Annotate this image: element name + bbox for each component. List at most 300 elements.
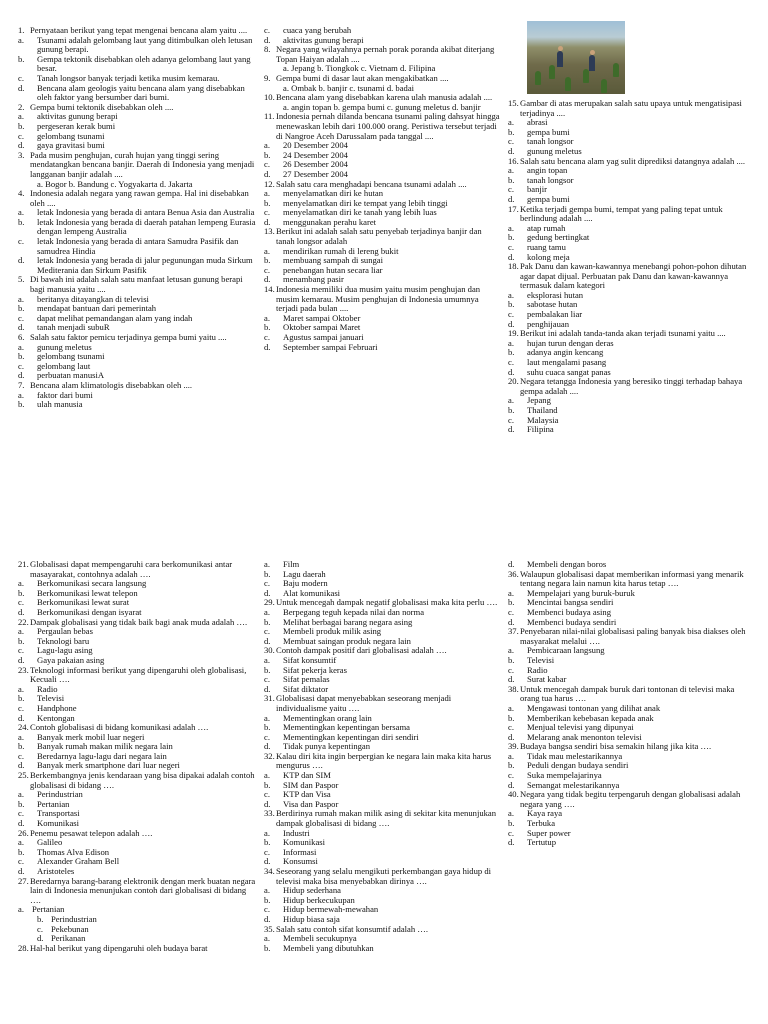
option-text: Beredarnya lagu-lagu dari negara lain <box>37 750 167 761</box>
inline-options: a. Ombak b. banjir c. tsunami d. badai <box>283 82 415 93</box>
question-number: 17. <box>508 203 519 214</box>
option-text: gaya gravitasi bumi <box>37 140 105 151</box>
question-text: Salah satu faktor pemicu terjadinya gempa bumi yaitu .... <box>30 332 227 342</box>
question-number: 23. <box>18 664 29 675</box>
s2-col2 <box>264 560 502 953</box>
option-text: Televisi <box>527 654 555 665</box>
question-text: Contoh dampak positif dari globalisasi adalah …. <box>276 645 447 656</box>
option-text: Bencana alam geologis yaitu bencana alam yang disebabkan oleh faktor yang bersumber dari bumi. <box>37 82 245 103</box>
option-letter: d. <box>508 251 515 262</box>
option-letter: b. <box>508 299 515 310</box>
option-letter: c. <box>18 645 24 656</box>
option-text: Agustus sampai januari <box>283 332 364 342</box>
option-letter: d. <box>508 424 515 435</box>
answer-option <box>18 84 256 103</box>
question-item <box>264 45 502 64</box>
option-letter: a. <box>264 312 270 323</box>
s1-col2 <box>264 26 502 352</box>
option-letter: c. <box>508 184 514 195</box>
question-number: 6. <box>18 332 25 342</box>
question-text: Kalau diri kita ingin berpergian ke negara lain maka kita harus mengurus …. <box>276 750 492 771</box>
option-text: Mencintai bangsa sendiri <box>527 597 614 608</box>
option-letter: c. <box>37 923 43 934</box>
option-letter: a. <box>264 827 270 838</box>
option-letter: c. <box>18 856 24 867</box>
option-letter: a. <box>508 289 514 300</box>
option-letter: a. <box>264 188 270 199</box>
question-item <box>508 377 752 396</box>
question-number: 9. <box>264 72 271 83</box>
option-letter: c. <box>264 789 270 800</box>
option-text: aktivitas gunung berapi <box>37 111 118 122</box>
option-text: gedung bertingkat <box>527 232 590 243</box>
option-letter: c. <box>508 414 514 425</box>
option-letter: d. <box>264 856 271 867</box>
question-text: Untuk mencegah dampak buruk dari tontonan di televisi maka orang tua harus …. <box>520 683 735 704</box>
option-text: Pembicaraan langsung <box>527 645 605 656</box>
option-letter: b. <box>18 351 25 362</box>
option-letter: d. <box>264 341 271 352</box>
option-text: perbuatan manusiA <box>37 370 105 381</box>
question-number: 40. <box>508 789 519 800</box>
option-letter: a. <box>18 731 24 742</box>
question-number: 12. <box>264 178 275 189</box>
option-letter: c. <box>264 332 270 342</box>
question-text: Indonesia adalah negara yang rawan gempa. Hal ini disebabkan oleh .... <box>30 188 249 208</box>
option-text: Maret sampai Oktober <box>283 312 361 323</box>
option-text: Hidup berkecukupan <box>283 894 355 905</box>
question-number: 27. <box>18 875 29 886</box>
option-letter: b. <box>18 399 25 410</box>
question-number: 31. <box>264 693 275 704</box>
question-text: Indonesia memiliki dua musim yaitu musim penghujan dan musim kemarau. Musim penghujan di Indonesia umumnya terjadi pada bulan .... <box>276 284 481 314</box>
option-letter: b. <box>18 635 25 646</box>
question-number: 24. <box>18 722 29 733</box>
question-number: 2. <box>18 101 25 112</box>
option-text: Televisi <box>37 693 65 704</box>
option-text: laut mengalami pasang <box>527 357 607 368</box>
option-text: Kentongan <box>37 712 75 723</box>
option-text: beritanya ditayangkan di televisi <box>37 293 149 304</box>
option-letter: d. <box>508 145 515 156</box>
option-text: Membenci budaya asing <box>527 606 612 617</box>
option-text: letak Indonesia yang berada di daerah patahan lempeng Eurasia dengan lempeng Australia <box>37 216 256 237</box>
option-letter: a. <box>18 341 24 352</box>
option-letter: b. <box>18 216 25 227</box>
question-number: 16. <box>508 155 519 166</box>
option-text: tanah longsor <box>527 136 574 147</box>
option-letter: c. <box>18 597 24 608</box>
option-letter: d. <box>264 34 271 45</box>
option-text: Jepang <box>527 395 551 406</box>
option-text: sabotase hutan <box>527 299 578 310</box>
option-letter: c. <box>264 159 270 170</box>
inline-options: a. Jepang b. Tiongkok c. Vietnam d. Filipina <box>283 63 436 74</box>
option-letter: a. <box>508 222 514 233</box>
option-text: Thomas Alva Edison <box>37 846 110 857</box>
s2-col1 <box>18 560 256 953</box>
option-text: Tanah longsor banyak terjadi ketika musim kemarau. <box>37 72 220 83</box>
option-letter: a. <box>18 789 24 800</box>
question-item <box>508 685 752 704</box>
option-text: Mementingkan orang lain <box>283 712 372 723</box>
option-text: Membeli dengan boros <box>527 559 607 569</box>
option-text: menyelamatkan diri ke hutan <box>283 188 383 199</box>
option-text: Aristoteles <box>37 866 75 876</box>
question-text: Teknologi informasi berikut yang dipengaruhi oleh globalisasi, Kecuali …. <box>30 664 247 685</box>
option-letter: d. <box>264 913 271 924</box>
option-letter: d. <box>508 731 515 742</box>
option-letter: c. <box>264 626 270 637</box>
option-text: Sifat konsumtif <box>283 654 337 665</box>
option-letter: a. <box>18 34 24 45</box>
option-text: Pergaulan bebas <box>37 626 93 637</box>
option-text: Hidup sederhana <box>283 885 341 896</box>
option-letter: b. <box>264 894 271 905</box>
option-letter: b. <box>18 741 25 752</box>
option-letter: c. <box>508 241 514 252</box>
option-letter: d. <box>18 606 25 617</box>
option-text: tanah longsor <box>527 174 574 185</box>
option-text: pembalakan liar <box>527 309 583 320</box>
option-text: gelombang tsunami <box>37 351 105 362</box>
option-letter: a. <box>508 587 514 598</box>
option-text: Perikanan <box>51 933 86 944</box>
option-text: Mementingkan kepentingan diri sendiri <box>283 731 419 742</box>
option-text: menyelamatkan diri ke tanah yang lebih luas <box>283 207 437 218</box>
option-letter: b. <box>18 120 25 131</box>
option-text: Super power <box>527 827 571 838</box>
question-item <box>18 560 256 579</box>
question-text: Di bawah ini adalah salah satu manfaat letusan gunung berapi bagi manusia yaitu .... <box>30 274 243 295</box>
question-number: 25. <box>18 770 29 781</box>
option-text: Peduli dengan budaya sendiri <box>527 760 629 771</box>
option-letter: c. <box>508 664 514 675</box>
option-letter: a. <box>18 389 24 400</box>
option-letter: d. <box>18 866 25 876</box>
option-letter: c. <box>18 72 24 83</box>
question-text: Berikut ini adalah tanda-tanda akan terjadi tsunami yaitu .... <box>520 328 726 339</box>
option-letter: c. <box>264 264 270 275</box>
question-text: Bencana alam klimatologis disebabkan oleh .... <box>30 379 193 390</box>
question-number: 22. <box>18 616 29 627</box>
option-text: Lagu daerah <box>283 568 326 579</box>
option-letter: b. <box>264 568 271 579</box>
option-text: Industri <box>283 827 310 838</box>
question-text: Walaupun globalisasi dapat memberikan informasi yang menarik tentang negara lain namun kita harus tetap …. <box>520 568 744 589</box>
option-letter: c. <box>18 312 24 323</box>
option-letter: b. <box>508 597 515 608</box>
option-text: Menjual televisi yang dipunyai <box>527 722 634 733</box>
option-text: Berpegang teguh kepada nilai dan norma <box>283 606 425 617</box>
option-letter: a. <box>18 683 24 694</box>
option-letter: d. <box>18 818 25 829</box>
option-text: tanah menjadi subuR <box>37 322 110 333</box>
option-text: Lagu-lagu asing <box>37 645 93 656</box>
question-text: Berdirinya rumah makan milik asing di sekitar kita menunjukan dampak globalisasi di bidang …. <box>276 808 497 829</box>
option-letter: a. <box>508 165 514 176</box>
option-text: membuang sampah di sungai <box>283 255 384 266</box>
question-number: 5. <box>18 274 25 285</box>
question-number: 30. <box>264 645 275 656</box>
option-text: Komunikasi <box>37 818 80 829</box>
option-letter: b. <box>18 798 25 809</box>
option-text: Pertanian <box>32 904 65 915</box>
option-text: menggunakan perahu karet <box>283 216 377 227</box>
option-letter: b. <box>508 232 515 243</box>
question-number: 28. <box>18 942 29 953</box>
option-text: Transportasi <box>37 808 80 819</box>
option-text: gempa bumi <box>527 126 570 137</box>
option-letter: b. <box>508 347 515 358</box>
question-number: 38. <box>508 683 519 694</box>
option-text: angin topan <box>527 165 568 176</box>
option-letter: d. <box>37 933 44 944</box>
option-text: dapat melihat pemandangan alam yang indah <box>37 312 193 323</box>
option-text: Surat kabar <box>527 674 567 685</box>
option-text: Tsunami adalah gelombang laut yang ditimbulkan oleh letusan gunung berapi. <box>37 34 253 55</box>
question-item <box>508 262 752 291</box>
option-letter: b. <box>18 846 25 857</box>
question-text: Gambar di atas merupakan salah satu upaya untuk mengatisipasi terjadinya .... <box>520 98 742 118</box>
option-text: kolong meja <box>527 251 570 262</box>
option-text: 24 Desember 2004 <box>283 149 348 160</box>
option-letter: d. <box>264 216 271 227</box>
question-text: Negara yang wilayahnya pernah porak poranda akibat diterjang Topan Haiyan adalah .... <box>276 44 495 64</box>
answer-option <box>264 944 502 954</box>
option-letter: c. <box>264 25 270 35</box>
question-text: Negara yang tidak begitu terpengaruh dengan globalisasi adalah negara yang …. <box>520 789 741 809</box>
question-item <box>18 151 256 180</box>
option-letter: a. <box>18 293 24 304</box>
option-letter: a. <box>264 933 270 944</box>
option-letter: c. <box>18 808 24 819</box>
option-letter: d. <box>18 140 25 151</box>
option-text: Konsumsi <box>283 856 318 867</box>
question-text: Salah satu contoh sifat konsumtif adalah …. <box>276 923 429 934</box>
question-number: 20. <box>508 376 519 387</box>
option-text: cuaca yang berubah <box>283 25 352 35</box>
question-item <box>264 285 502 314</box>
option-letter: c. <box>508 827 514 838</box>
question-text: Salah satu cara menghadapi bencana tsunami adalah .... <box>276 178 467 189</box>
option-letter: a. <box>264 770 270 781</box>
option-letter: b. <box>508 405 515 415</box>
option-text: Baju modern <box>283 578 328 589</box>
option-text: letak Indonesia yang berada di antara Samudra Pasifik dan samudrea Hindia <box>37 236 239 256</box>
option-text: suhu cuaca sangat panas <box>527 366 611 377</box>
option-letter: a. <box>508 395 514 406</box>
question-number: 37. <box>508 626 519 637</box>
question-item <box>18 771 256 790</box>
option-text: faktor dari bumi <box>37 389 93 400</box>
option-text: Kaya raya <box>527 808 563 819</box>
option-letter: b. <box>264 255 271 266</box>
inline-options: a. Bogor b. Bandung c. Yogyakarta d. Jakarta <box>37 178 193 189</box>
option-text: Membeli produk milik asing <box>283 626 382 637</box>
option-text: Gempa tektonik disebabkan oleh adanya gelombang laut yang besar. <box>37 53 251 74</box>
question-item <box>508 627 752 646</box>
question-item <box>264 809 502 828</box>
option-letter: c. <box>18 130 24 141</box>
option-letter: d. <box>264 741 271 752</box>
question-item <box>18 275 256 294</box>
option-text: Berkomunikasi secara langsung <box>37 578 147 589</box>
option-text: Pertanian <box>37 798 70 809</box>
question-text: Untuk mencegah dampak negatif globalisasi maka kita perlu …. <box>276 597 498 608</box>
option-letter: c. <box>264 846 270 857</box>
option-text: Filipina <box>527 424 554 435</box>
answer-option <box>18 400 256 410</box>
option-text: Memberikan kebebasan kepada anak <box>527 712 654 723</box>
reforestation-photo <box>527 21 625 94</box>
option-text: Berkomunikasi lewat telepon <box>37 587 138 598</box>
option-text: Banyak merk mobil luar negeri <box>37 731 145 742</box>
answer-option <box>264 343 502 353</box>
option-text: gelombang laut <box>37 360 91 371</box>
option-letter: c. <box>18 702 24 713</box>
question-text: Gempa bumi tektonik disebabkan oleh .... <box>30 101 174 112</box>
option-text: Banyak rumah makan milik negara lain <box>37 741 173 752</box>
option-letter: a. <box>18 626 24 637</box>
option-text: letak Indonesia yang berada di antara Benua Asia dan Australia <box>37 207 255 218</box>
question-text: Hal-hal berikut yang dipengaruhi oleh budaya barat <box>30 942 208 953</box>
inline-options: a. angin topan b. gempa bumi c. gunung meletus d. banjir <box>283 101 481 112</box>
question-text: Beredarnya barang-barang elektronik dengan merk buatan negara lain di Indonesia menunjukan contoh dari globalisasi di bidang …. <box>30 875 256 905</box>
option-text: gelombang tsunami <box>37 130 105 141</box>
option-letter: d. <box>264 587 271 598</box>
s1-col3 <box>508 99 752 435</box>
question-number: 39. <box>508 741 519 752</box>
option-text: KTP dan Visa <box>283 789 331 800</box>
question-item <box>264 112 502 141</box>
option-letter: d. <box>18 322 25 333</box>
question-text: Penemu pesawat telepon adalah …. <box>30 827 153 838</box>
option-letter: c. <box>264 578 270 589</box>
option-text: Radio <box>37 683 58 694</box>
option-text: menyelamatkan diri ke tempat yang lebih tinggi <box>283 197 448 208</box>
option-text: SIM dan Paspor <box>283 779 339 790</box>
option-letter: d. <box>18 712 25 723</box>
option-letter: c. <box>18 360 24 371</box>
option-letter: a. <box>508 117 514 128</box>
option-text: gunung meletus <box>527 145 582 156</box>
question-text: Gempa bumi di dasar laut akan mengakibatkan .... <box>276 72 449 83</box>
option-letter: d. <box>264 274 271 285</box>
s2-col3 <box>508 560 752 848</box>
option-letter: b. <box>18 693 25 704</box>
question-item <box>18 877 256 906</box>
option-text: ulah manusia <box>37 399 83 410</box>
option-text: ruang tamu <box>527 241 566 252</box>
option-text: Tertutup <box>527 837 556 848</box>
option-text: Mengawasi tontonan yang dilihat anak <box>527 702 661 713</box>
option-text: Alat komunikasi <box>283 587 341 598</box>
option-letter: b. <box>18 53 25 64</box>
option-letter: a. <box>264 559 270 569</box>
option-text: 27 Desember 2004 <box>283 168 348 179</box>
question-text: Budaya bangsa sendiri bisa semakin hilang jika kita …. <box>520 741 712 752</box>
question-number: 26. <box>18 827 29 838</box>
s1-col1 <box>18 26 256 410</box>
option-text: adanya angin kencang <box>527 347 604 358</box>
option-text: Sifat diktator <box>283 683 329 694</box>
option-text: September sampai Februari <box>283 341 378 352</box>
option-text: Perindustrian <box>51 913 97 924</box>
option-text: abrasi <box>527 117 548 128</box>
option-text: eksplorasi hutan <box>527 289 584 300</box>
option-text: penebangan hutan secara liar <box>283 264 383 275</box>
question-number: 32. <box>264 750 275 761</box>
question-text: Contoh globalisasi di bidang komunikasi adalah …. <box>30 722 209 733</box>
option-letter: c. <box>508 606 514 617</box>
question-item <box>18 189 256 208</box>
question-text: Bencana alam yang disebabkan karena ulah manusia adalah .... <box>276 92 493 103</box>
option-letter: a. <box>18 111 24 122</box>
option-text: 20 Desember 2004 <box>283 140 348 151</box>
answer-option <box>508 425 752 435</box>
option-text: Perindustrian <box>37 789 83 800</box>
option-text: Gaya pakaian asing <box>37 654 105 665</box>
question-number: 11. <box>264 111 275 122</box>
answer-option <box>18 256 256 275</box>
option-letter: c. <box>508 770 514 781</box>
answer-option <box>18 36 256 55</box>
option-letter: b. <box>508 126 515 137</box>
option-text: KTP dan SIM <box>283 770 331 781</box>
option-letter: d. <box>18 654 25 665</box>
option-text: Berkomunikasi lewat surat <box>37 597 130 608</box>
option-text: Suka mempelajarinya <box>527 770 602 781</box>
option-letter: b. <box>508 654 515 665</box>
option-letter: c. <box>264 731 270 742</box>
option-letter: a. <box>508 337 514 348</box>
option-text: Komunikasi <box>283 837 326 848</box>
option-text: gunung meletus <box>37 341 92 352</box>
option-text: Membeli secukupnya <box>283 933 357 944</box>
option-letter: a. <box>264 140 270 151</box>
option-letter: d. <box>264 168 271 179</box>
option-text: Mempelajari yang buruk-buruk <box>527 587 635 598</box>
option-letter: b. <box>18 587 25 598</box>
option-text: Melihat berbagai barang negara asing <box>283 616 413 627</box>
option-text: Semangat melestarikannya <box>527 779 620 790</box>
option-text: Hidup bermewah-mewahan <box>283 904 379 915</box>
question-number: 34. <box>264 866 275 876</box>
question-number: 4. <box>18 188 25 199</box>
question-text: Seseorang yang selalu mengikuti perkembangan gaya hidup di televisi maka bisa menyebabkan dirinya …. <box>276 866 492 886</box>
question-text: Salah satu bencana alam yag sulit diprediksi datangnya adalah .... <box>520 155 746 166</box>
question-text: Pak Danu dan kawan-kawannya menebangi pohon-pohon dihutan agar dapat dijual. Perbuatan pak Danu dan kawan-kawannya termasuk dalam kategori <box>520 261 747 291</box>
question-item <box>508 570 752 589</box>
question-number: 1. <box>18 25 25 35</box>
option-letter: d. <box>18 82 25 93</box>
option-text: Informasi <box>283 846 317 857</box>
question-number: 35. <box>264 923 275 934</box>
option-letter: d. <box>508 193 515 204</box>
option-letter: d. <box>264 798 271 809</box>
option-text: Oktober sampai Maret <box>283 322 361 333</box>
option-letter: a. <box>264 606 270 617</box>
option-text: aktivitas gunung berapi <box>283 34 364 45</box>
option-text: mendapat bantuan dari pemerintah <box>37 303 157 314</box>
option-text: Sifat pemalas <box>283 674 330 685</box>
option-text: Malaysia <box>527 414 559 425</box>
option-letter: b. <box>264 779 271 790</box>
option-letter: a. <box>18 578 24 589</box>
option-letter: a. <box>264 245 270 256</box>
question-item <box>508 99 752 118</box>
